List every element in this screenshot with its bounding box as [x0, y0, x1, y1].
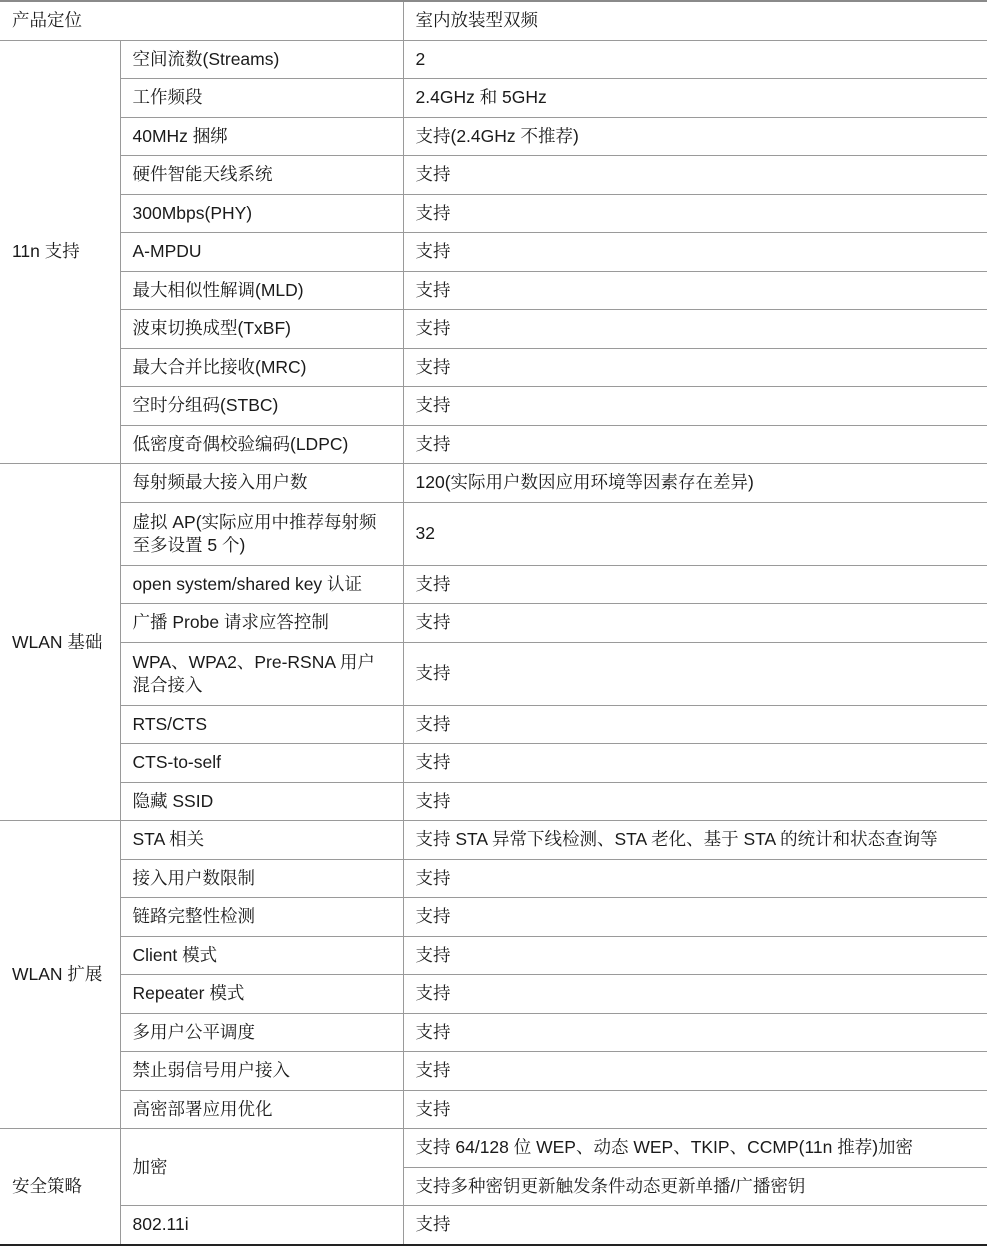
feature-cell: Client 模式: [120, 936, 403, 975]
feature-cell: 高密部署应用优化: [120, 1090, 403, 1129]
feature-cell: 接入用户数限制: [120, 859, 403, 898]
feature-cell: 空间流数(Streams): [120, 40, 403, 79]
feature-cell: 加密: [120, 1129, 403, 1206]
value-cell: 支持: [403, 705, 987, 744]
feature-cell: 40MHz 捆绑: [120, 117, 403, 156]
table-row: [0, 936, 987, 975]
value-cell: 支持: [403, 898, 987, 937]
table-row: [0, 1052, 987, 1091]
table-row: [0, 348, 987, 387]
feature-cell: 虚拟 AP(实际应用中推荐每射频至多设置 5 个): [120, 502, 403, 565]
table-row: [0, 975, 987, 1014]
feature-cell: A-MPDU: [120, 233, 403, 272]
table-row: [0, 1013, 987, 1052]
group-label: WLAN 扩展: [0, 821, 120, 1129]
value-cell: 支持: [403, 744, 987, 783]
feature-cell: 低密度奇偶校验编码(LDPC): [120, 425, 403, 464]
feature-cell: 802.11i: [120, 1206, 403, 1245]
value-cell: 支持: [403, 1013, 987, 1052]
value-cell: 支持(2.4GHz 不推荐): [403, 117, 987, 156]
table-row-header: [0, 2, 987, 40]
feature-cell: 禁止弱信号用户接入: [120, 1052, 403, 1091]
feature-cell: 广播 Probe 请求应答控制: [120, 604, 403, 643]
table-row: [0, 194, 987, 233]
feature-cell: 工作频段: [120, 79, 403, 118]
value-cell: 支持: [403, 348, 987, 387]
table-row: [0, 502, 987, 565]
feature-cell: CTS-to-self: [120, 744, 403, 783]
table-row: [0, 565, 987, 604]
table-row: [0, 642, 987, 705]
feature-cell: 多用户公平调度: [120, 1013, 403, 1052]
spec-table: [0, 2, 987, 1246]
table-row: [0, 744, 987, 783]
feature-cell: open system/shared key 认证: [120, 565, 403, 604]
table-row: [0, 40, 987, 79]
value-cell: 支持: [403, 425, 987, 464]
value-cell: 支持: [403, 233, 987, 272]
table-row: [0, 1129, 987, 1168]
value-cell: 支持: [403, 936, 987, 975]
table-row: [0, 310, 987, 349]
table-row: [0, 604, 987, 643]
group-label: 11n 支持: [0, 40, 120, 464]
value-cell: 支持: [403, 565, 987, 604]
feature-cell: 链路完整性检测: [120, 898, 403, 937]
feature-cell: RTS/CTS: [120, 705, 403, 744]
value-cell: 支持: [403, 1090, 987, 1129]
value-cell: 支持: [403, 156, 987, 195]
table-row: [0, 1206, 987, 1245]
table-row: [0, 425, 987, 464]
value-cell: 支持: [403, 194, 987, 233]
table-row: [0, 898, 987, 937]
feature-cell: 硬件智能天线系统: [120, 156, 403, 195]
group-label: WLAN 基础: [0, 464, 120, 821]
feature-cell: 空时分组码(STBC): [120, 387, 403, 426]
value-cell: 支持: [403, 604, 987, 643]
feature-cell: 最大相似性解调(MLD): [120, 271, 403, 310]
spec-table-body: [0, 2, 987, 1245]
value-cell: 支持: [403, 782, 987, 821]
value-cell: 支持: [403, 975, 987, 1014]
group-label: 安全策略: [0, 1129, 120, 1245]
value-cell: 支持: [403, 859, 987, 898]
value-cell: 2.4GHz 和 5GHz: [403, 79, 987, 118]
value-cell: 支持: [403, 387, 987, 426]
table-row: [0, 156, 987, 195]
feature-cell: 300Mbps(PHY): [120, 194, 403, 233]
value-cell: 32: [403, 502, 987, 565]
table-row: [0, 271, 987, 310]
table-row: [0, 1090, 987, 1129]
value-cell: 支持 64/128 位 WEP、动态 WEP、TKIP、CCMP(11n 推荐)加密: [403, 1129, 987, 1168]
table-row: [0, 859, 987, 898]
table-row: [0, 79, 987, 118]
value-cell: 支持: [403, 1052, 987, 1091]
table-row: [0, 233, 987, 272]
value-cell: 支持: [403, 271, 987, 310]
feature-cell: Repeater 模式: [120, 975, 403, 1014]
feature-cell: WPA、WPA2、Pre-RSNA 用户混合接入: [120, 642, 403, 705]
value-cell: 支持: [403, 310, 987, 349]
header-value: 室内放装型双频: [403, 2, 987, 40]
table-row: [0, 782, 987, 821]
value-cell: 支持: [403, 642, 987, 705]
value-cell: 支持: [403, 1206, 987, 1245]
value-cell: 支持 STA 异常下线检测、STA 老化、基于 STA 的统计和状态查询等: [403, 821, 987, 860]
table-row: [0, 821, 987, 860]
header-label: 产品定位: [0, 2, 403, 40]
feature-cell: 隐藏 SSID: [120, 782, 403, 821]
table-row: [0, 117, 987, 156]
value-cell: 120(实际用户数因应用环境等因素存在差异): [403, 464, 987, 503]
value-cell: 2: [403, 40, 987, 79]
feature-cell: 波束切换成型(TxBF): [120, 310, 403, 349]
table-row: [0, 705, 987, 744]
value-cell: 支持多种密钥更新触发条件动态更新单播/广播密钥: [403, 1167, 987, 1206]
feature-cell: STA 相关: [120, 821, 403, 860]
table-row: [0, 464, 987, 503]
table-row: [0, 387, 987, 426]
feature-cell: 每射频最大接入用户数: [120, 464, 403, 503]
feature-cell: 最大合并比接收(MRC): [120, 348, 403, 387]
